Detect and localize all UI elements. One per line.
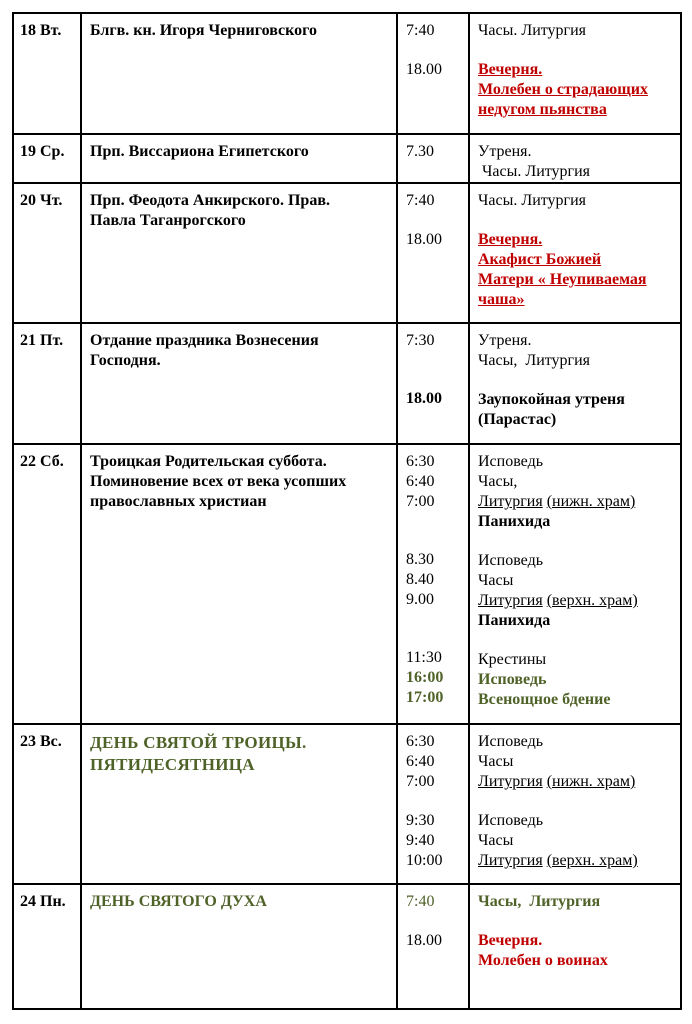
- day-cell: 22 Сб.: [13, 444, 81, 724]
- services-cell: Часы. Литургия Вечерня. Молебен о страдающих недугом пьянства: [469, 13, 681, 134]
- day-cell: 24 Пн.: [13, 884, 81, 1009]
- services-cell: Исповедь Часы Литургия (нижн. храм) Исповедь Часы Литургия (верхн. храм): [469, 724, 681, 884]
- time-cell: 7:30 18.00: [397, 323, 469, 444]
- day-cell: 18 Вт.: [13, 13, 81, 134]
- table-row: [13, 724, 681, 884]
- services-cell: Утреня. Часы. Литургия: [469, 134, 681, 183]
- day-cell: 21 Пт.: [13, 323, 81, 444]
- feast-cell: Отдание праздника Вознесения Господня.: [81, 323, 397, 444]
- time-cell: 7:40 18.00: [397, 13, 469, 134]
- day-cell: 23 Вс.: [13, 724, 81, 884]
- feast-cell: Блгв. кн. Игоря Черниговского: [81, 13, 397, 134]
- table-row: [13, 183, 681, 323]
- time-cell: 6:30 6:40 7:00 9:30 9:40 10:00: [397, 724, 469, 884]
- feast-cell: ДЕНЬ СВЯТОЙ ТРОИЦЫ. ПЯТИДЕСЯТНИЦА: [81, 724, 397, 884]
- table-row: [13, 444, 681, 724]
- services-cell: Утреня. Часы, Литургия Заупокойная утреня (Парастас): [469, 323, 681, 444]
- time-cell: 6:30 6:40 7:00 8.30 8.40 9.00 11:30 16:00 17:00: [397, 444, 469, 724]
- time-cell: 7.30: [397, 134, 469, 183]
- table-row: [13, 13, 681, 134]
- day-cell: 19 Ср.: [13, 134, 81, 183]
- time-cell: 7:40 18.00: [397, 183, 469, 323]
- services-cell: Часы. Литургия Вечерня. Акафист Божией Матери « Неупиваемая чаша»: [469, 183, 681, 323]
- services-cell: Часы, Литургия Вечерня. Молебен о воинах: [469, 884, 681, 1009]
- feast-cell: ДЕНЬ СВЯТОГО ДУХА: [81, 884, 397, 1009]
- table-row: [13, 134, 681, 183]
- feast-cell: Прп. Виссариона Египетского: [81, 134, 397, 183]
- schedule-table: [12, 12, 682, 1010]
- table-row: [13, 323, 681, 444]
- day-cell: 20 Чт.: [13, 183, 81, 323]
- services-cell: Исповедь Часы, Литургия (нижн. храм) Панихида Исповедь Часы Литургия (верхн. храм) Панихида Крестины Исповедь Всенощное бдение: [469, 444, 681, 724]
- feast-cell: Троицкая Родительская суббота. Поминовение всех от века усопших православных христиан: [81, 444, 397, 724]
- time-cell: 7:40 18.00: [397, 884, 469, 1009]
- feast-cell: Прп. Феодота Анкирского. Прав. Павла Таганрогского: [81, 183, 397, 323]
- table-row: [13, 884, 681, 1009]
